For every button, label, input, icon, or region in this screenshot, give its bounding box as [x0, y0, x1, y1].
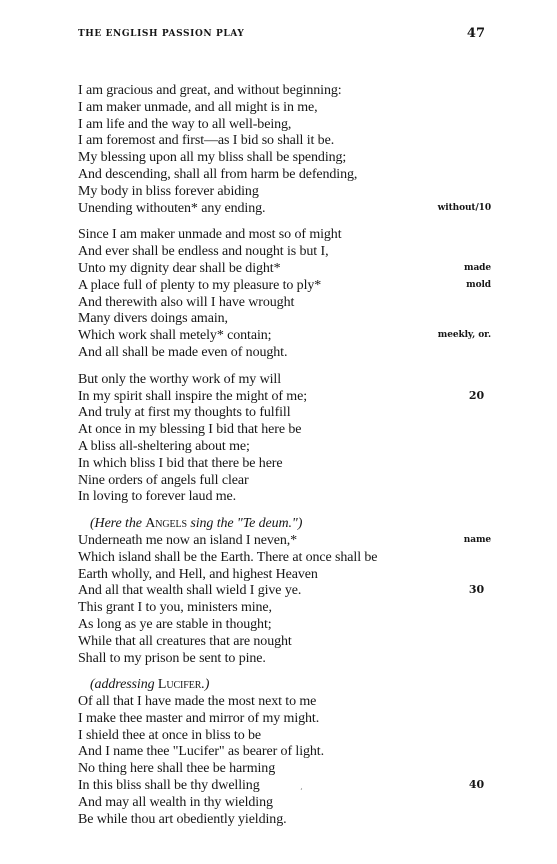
- verse-text: And ever shall be endless and nought is but I,: [78, 244, 329, 260]
- verse-line: [78, 743, 488, 760]
- verse-line: [78, 532, 491, 549]
- verse-text: Be while thou art obediently yielding.: [78, 811, 287, 827]
- margin-gloss: without/10: [437, 202, 491, 213]
- verse-line: [78, 294, 488, 311]
- verse-text: In this bliss shall be thy dwelling: [78, 778, 260, 794]
- verse-text: A bliss all-sheltering about me;: [78, 438, 250, 454]
- verse-line: [78, 166, 488, 183]
- stage-direction: (Here the Angels sing the "Te deum."): [90, 516, 303, 532]
- verse-line: [78, 200, 491, 217]
- verse-text: My blessing upon all my bliss shall be spending;: [78, 150, 347, 166]
- verse-text: And descending, shall all from harm be defending,: [78, 166, 358, 182]
- verse-line: [78, 344, 488, 361]
- verse-line: [78, 116, 488, 133]
- stage-direction: (addressing Lucifer.): [90, 677, 210, 693]
- stanza: [78, 371, 488, 505]
- verse-text: Of all that I have made the most next to me: [78, 694, 317, 710]
- verse-line: [78, 277, 491, 294]
- verse-text: While that all creatures that are nought: [78, 633, 292, 649]
- verse-line: [78, 243, 488, 260]
- line-number: 40: [468, 778, 484, 792]
- verse-text: Many divers doings amain,: [78, 311, 228, 327]
- verse-text: I am foremost and first—as I bid so shall it be.: [78, 133, 335, 149]
- page-number: 47: [466, 26, 485, 41]
- margin-gloss: meekly, or.: [437, 330, 491, 341]
- verse-text: Which work shall metely* contain;: [78, 328, 272, 344]
- verse-text: At once in my blessing I bid that here be: [78, 422, 302, 438]
- verse-text: In loving to forever laud me.: [78, 489, 237, 505]
- verse-text: Underneath me now an island I neven,*: [78, 532, 298, 548]
- verse-text: I shield thee at once in bliss to be: [78, 727, 262, 743]
- margin-gloss: name: [463, 534, 491, 545]
- verse-line: [78, 693, 488, 710]
- line-number: 20: [468, 388, 484, 402]
- verse-text: Unto my dignity dear shall be dight*: [78, 260, 281, 276]
- verse-text: And all that wealth shall wield I give ye.: [78, 583, 302, 599]
- verse-line: [78, 472, 488, 489]
- verse-text: And therewith also will I have wrought: [78, 294, 295, 310]
- verse-line: [78, 99, 488, 116]
- verse-text: Nine orders of angels full clear: [78, 472, 249, 488]
- verse-line: [78, 404, 488, 421]
- verse-line: [78, 650, 488, 667]
- verse-line: [78, 455, 488, 472]
- verse-line: [78, 488, 488, 505]
- verse-text: Since I am maker unmade and most so of might: [78, 227, 342, 243]
- poem-text: [78, 82, 491, 837]
- verse-line: [78, 183, 488, 200]
- verse-line: [78, 82, 488, 99]
- verse-text: And I name thee "Lucifer" as bearer of light.: [78, 744, 324, 760]
- line-number: 30: [468, 583, 484, 597]
- verse-line: [78, 327, 491, 344]
- verse-line: [78, 710, 488, 727]
- verse-text: I am gracious and great, and without beginning:: [78, 83, 342, 98]
- verse-text: And may all wealth in thy wielding: [78, 794, 273, 810]
- verse-text: Earth wholly, and Hell, and highest Heaven: [78, 566, 318, 582]
- page-header: [78, 26, 485, 43]
- verse-line: [78, 226, 488, 243]
- verse-line: [78, 582, 488, 599]
- stanza: [78, 82, 491, 216]
- verse-text: My body in bliss forever abiding: [78, 183, 259, 199]
- stanza: [78, 226, 491, 360]
- verse-line: [78, 149, 488, 166]
- verse-text: No thing here shall thee be harming: [78, 761, 276, 777]
- verse-text: And truly at first my thoughts to fulfill: [78, 405, 291, 421]
- verse-line: [78, 794, 488, 811]
- verse-text: I am life and the way to all well-being,: [78, 116, 292, 132]
- verse-text: I am maker unmade, and all might is in me,: [78, 99, 318, 115]
- verse-text: Unending withouten* any ending.: [78, 200, 266, 216]
- verse-line: [78, 371, 488, 388]
- verse-text: A place full of plenty to my pleasure to ply*: [78, 277, 322, 293]
- stanza: [78, 515, 491, 666]
- verse-text: Which island shall be the Earth. There at once shall be: [78, 549, 378, 565]
- print-speck: ʻ: [300, 787, 303, 796]
- verse-text: Shall to my prison be sent to pine.: [78, 650, 266, 666]
- stanza: [78, 676, 488, 827]
- running-head: THE ENGLISH PASSION PLAY: [78, 29, 245, 39]
- margin-gloss: made: [464, 262, 491, 273]
- verse-line: [78, 633, 488, 650]
- verse-line: [78, 438, 488, 455]
- verse-line: [78, 421, 488, 438]
- verse-text: And all shall be made even of nought.: [78, 344, 288, 360]
- verse-line: [78, 549, 488, 566]
- verse-line: [78, 777, 488, 794]
- verse-text: But only the worthy work of my will: [78, 371, 281, 387]
- verse-text: In which bliss I bid that there be here: [78, 455, 283, 471]
- verse-text: In my spirit shall inspire the might of me;: [78, 388, 308, 404]
- verse-line: [78, 727, 488, 744]
- verse-line: [78, 260, 491, 277]
- verse-text: As long as ye are stable in thought;: [78, 616, 272, 632]
- verse-line: [78, 388, 488, 405]
- verse-line: [78, 811, 488, 828]
- verse-line: [78, 310, 488, 327]
- verse-line: [78, 566, 488, 583]
- margin-gloss: mold: [466, 279, 491, 290]
- verse-line: [78, 760, 488, 777]
- verse-text: I make thee master and mirror of my might.: [78, 710, 320, 726]
- verse-line: [78, 132, 488, 149]
- verse-text: This grant I to you, ministers mine,: [78, 600, 272, 616]
- verse-line: [78, 616, 488, 633]
- verse-line: [78, 599, 488, 616]
